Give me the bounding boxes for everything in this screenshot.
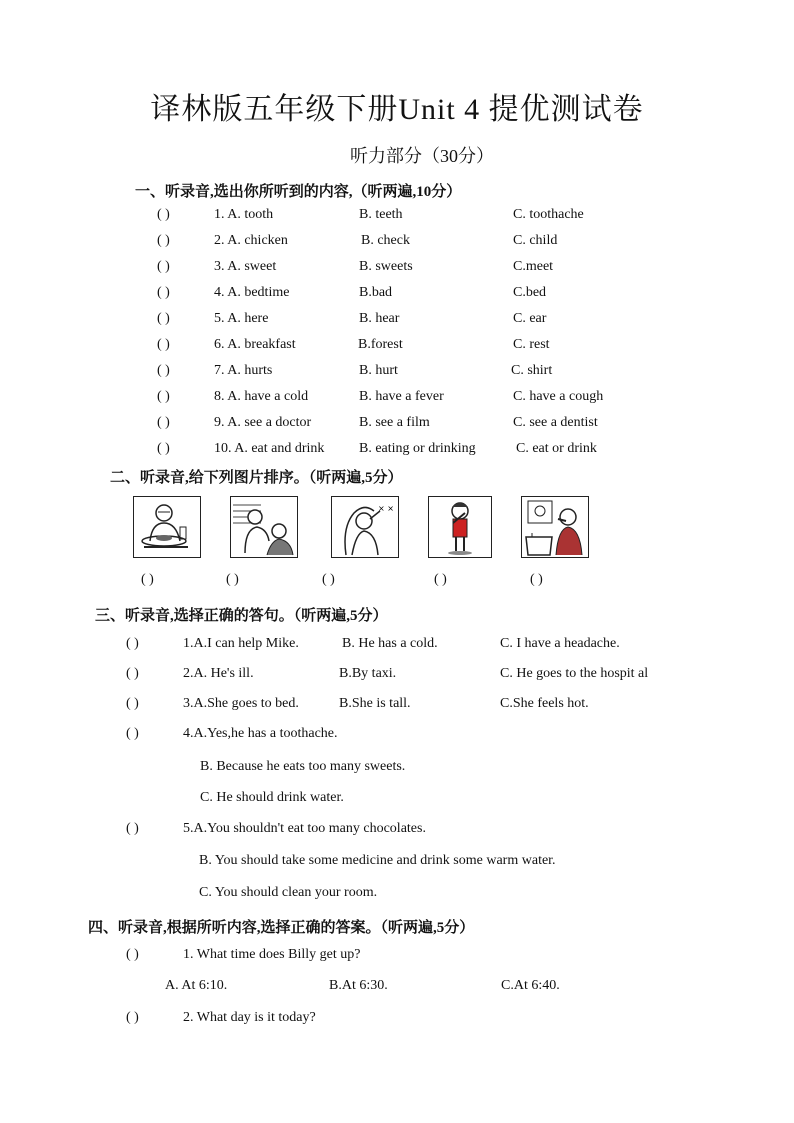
- answer-paren[interactable]: ( ): [126, 726, 139, 741]
- option-c: C.bed: [513, 285, 547, 300]
- option-c: C. see a dentist: [513, 415, 598, 430]
- answer-paren[interactable]: ( ): [157, 311, 170, 326]
- option-c: C. I have a headache.: [500, 636, 620, 651]
- option-a: 5. A. here: [214, 311, 269, 326]
- section4-heading: 四、听录音,根据所听内容,选择正确的答案。（听两遍,5分）: [88, 920, 475, 936]
- option-a: 4.A.Yes,he has a toothache.: [183, 726, 338, 741]
- option-b: B. He has a cold.: [342, 636, 438, 651]
- answer-paren[interactable]: ( ): [126, 636, 139, 651]
- answer-paren[interactable]: ( ): [126, 821, 139, 836]
- option-c: C. He goes to the hospit al: [500, 666, 649, 681]
- answer-paren[interactable]: ( ): [157, 389, 170, 404]
- section2-heading: 二、听录音,给下列图片排序。（听两遍,5分）: [110, 470, 403, 486]
- option-a: 4. A. bedtime: [214, 285, 290, 300]
- option-c: C. rest: [513, 337, 550, 352]
- list-item: [157, 207, 170, 223]
- option-c: C.She feels hot.: [500, 696, 589, 711]
- option-a: 1. A. tooth: [214, 207, 274, 222]
- option-a: 3. A. sweet: [214, 259, 277, 274]
- option-c: C. toothache: [513, 207, 584, 222]
- picture-order-paren-3[interactable]: ( ): [322, 572, 335, 587]
- option-a: 9. A. see a doctor: [214, 415, 312, 430]
- option-a: 1.A.I can help Mike.: [183, 636, 299, 651]
- man-eating-icon: [133, 496, 201, 558]
- option-b: B. see a film: [359, 415, 430, 430]
- answer-paren[interactable]: ( ): [157, 363, 170, 378]
- answer-paren[interactable]: ( ): [157, 415, 170, 430]
- option-c: C.meet: [513, 259, 554, 274]
- option-a: 8. A. have a cold: [214, 389, 309, 404]
- svg-text:× ×: × ×: [378, 504, 394, 513]
- option-b: B.bad: [359, 285, 393, 300]
- option-b: B.By taxi.: [339, 666, 397, 681]
- answer-paren[interactable]: ( ): [157, 441, 170, 456]
- option-c: C. He should drink water.: [200, 790, 344, 805]
- answer-paren[interactable]: ( ): [126, 1010, 139, 1025]
- option-a: 5.A.You shouldn't eat too many chocolates.: [183, 821, 426, 836]
- answer-paren[interactable]: ( ): [157, 207, 170, 222]
- option-b: B. You should take some medicine and drink some warm water.: [199, 853, 556, 868]
- option-a: A. At 6:10.: [165, 978, 228, 993]
- option-b: B.She is tall.: [339, 696, 411, 711]
- page-title: 译林版五年级下册Unit 4 提优测试卷: [150, 93, 644, 126]
- option-c: C. You should clean your room.: [199, 885, 378, 900]
- section3-heading: 三、听录音,选择正确的答句。（听两遍,5分）: [95, 608, 388, 624]
- option-c: C. ear: [513, 311, 547, 326]
- option-b: B. teeth: [359, 207, 403, 222]
- option-c: C. shirt: [511, 363, 553, 378]
- picture-order-paren-4[interactable]: ( ): [434, 572, 447, 587]
- option-c: C.At 6:40.: [501, 978, 560, 993]
- option-b: B. Because he eats too many sweets.: [200, 759, 406, 774]
- answer-paren[interactable]: ( ): [126, 666, 139, 681]
- question-text: 2. What day is it today?: [183, 1010, 316, 1025]
- option-a: 2.A. He's ill.: [183, 666, 254, 681]
- answer-paren[interactable]: ( ): [157, 233, 170, 248]
- option-b: B.At 6:30.: [329, 978, 388, 993]
- question-text: 1. What time does Billy get up?: [183, 947, 361, 962]
- option-c: C. child: [513, 233, 558, 248]
- option-b: B. sweets: [359, 259, 413, 274]
- option-a: 10. A. eat and drink: [214, 441, 325, 456]
- answer-paren[interactable]: ( ): [157, 337, 170, 352]
- option-a: 7. A. hurts: [214, 363, 273, 378]
- option-b: B. check: [361, 233, 410, 248]
- option-b: B. eating or drinking: [359, 441, 476, 456]
- answer-paren[interactable]: ( ): [126, 947, 139, 962]
- option-a: 2. A. chicken: [214, 233, 288, 248]
- boy-toothache-icon: [428, 496, 492, 558]
- option-a: 6. A. breakfast: [214, 337, 296, 352]
- page-subtitle: 听力部分（30分）: [350, 146, 494, 166]
- answer-paren[interactable]: ( ): [157, 259, 170, 274]
- answer-paren[interactable]: ( ): [126, 696, 139, 711]
- picture-order-paren-2[interactable]: ( ): [226, 572, 239, 587]
- answer-paren[interactable]: ( ): [157, 285, 170, 300]
- section1-heading: 一、听录音,选出你所听到的内容,（听两遍,10分）: [135, 184, 462, 200]
- option-a: 3.A.She goes to bed.: [183, 696, 299, 711]
- option-b: B. hear: [359, 311, 400, 326]
- option-b: B. have a fever: [359, 389, 444, 404]
- boy-brushing-teeth-icon: [521, 496, 589, 558]
- option-c: C. eat or drink: [516, 441, 597, 456]
- option-c: C. have a cough: [513, 389, 604, 404]
- picture-order-paren-5[interactable]: ( ): [530, 572, 543, 587]
- picture-order-paren-1[interactable]: ( ): [141, 572, 154, 587]
- option-b: B. hurt: [359, 363, 398, 378]
- woman-sick-icon: [331, 496, 399, 558]
- boy-at-dentist-icon: [230, 496, 298, 558]
- option-b: B.forest: [358, 337, 403, 352]
